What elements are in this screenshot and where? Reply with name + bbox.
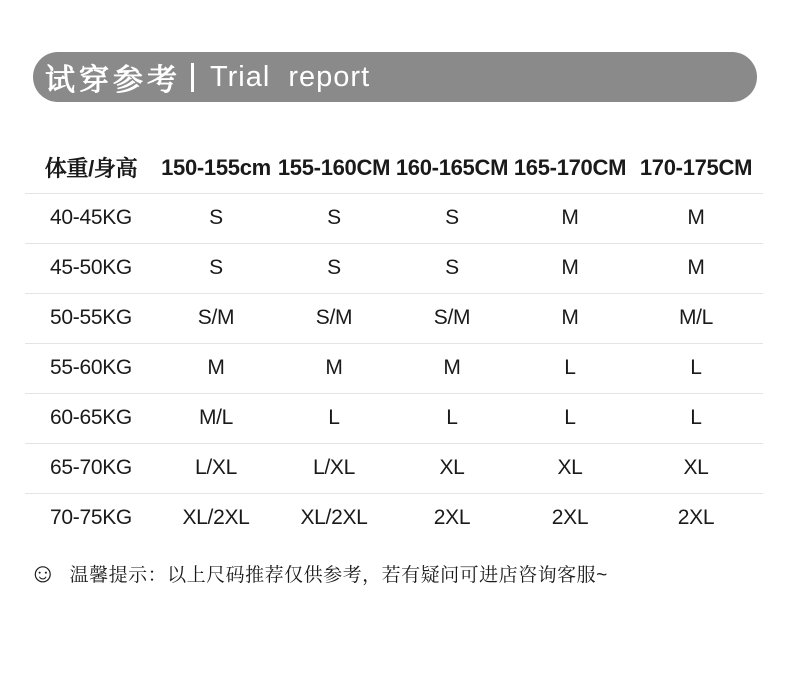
size-cell: M [275,343,393,393]
col-header-height-range: 160-165CM [393,143,511,193]
weight-range-label: 45-50KG [25,243,157,293]
size-chart-header-row [25,143,763,193]
size-cell: S [275,243,393,293]
size-cell: S [393,193,511,243]
size-chart-table [25,143,763,543]
table-row [25,343,763,393]
banner-title-en: Trial report [210,60,371,93]
size-cell: L/XL [275,443,393,493]
size-cell: XL/2XL [182,506,250,530]
size-cell: M [511,243,629,293]
size-cell: XL [393,443,511,493]
smiley-icon: ☺ [29,558,57,588]
weight-range-label: 65-70KG [25,443,157,493]
col-header-height-range: 150-155cm [157,143,275,193]
size-cell: M [393,343,511,393]
size-cell: XL [629,443,763,493]
size-cell: XL/2XL [300,506,368,530]
size-cell: M [629,193,763,243]
size-cell: M [511,193,629,243]
table-row [25,443,763,493]
size-cell: S [157,193,275,243]
size-cell: L [511,343,629,393]
banner-title-cn: 试穿参考 [45,64,181,97]
size-cell: M/L [157,393,275,443]
weight-range-label: 50-55KG [25,293,157,343]
col-header-height-range: 170-175CM [629,143,763,193]
table-row [25,393,763,443]
weight-range-label: 55-60KG [25,343,157,393]
size-cell: XL [511,443,629,493]
size-cell: L/XL [157,443,275,493]
table-row [25,193,763,243]
size-cell: L [629,343,763,393]
size-cell: S/M [157,293,275,343]
size-cell: 2XL [433,506,471,530]
size-cell: S [157,243,275,293]
size-cell: L [511,393,629,443]
size-cell: S [393,243,511,293]
size-cell: L [393,393,511,443]
table-row [25,293,763,343]
size-cell: L [629,393,763,443]
table-row [25,493,763,543]
size-cell: M [511,293,629,343]
col-header-height-range: 165-170CM [511,143,629,193]
size-cell: 2XL [677,506,715,530]
size-cell: M [629,243,763,293]
size-cell: L [275,393,393,443]
col-header-height-range: 155-160CM [275,143,393,193]
size-cell: M/L [629,293,763,343]
weight-range-label: 60-65KG [25,393,157,443]
col-header-weight-height: 体重/身高 [25,143,157,193]
table-row [25,243,763,293]
size-cell: M [157,343,275,393]
size-cell: S/M [393,293,511,343]
trial-report-banner [33,52,757,102]
size-cell: S/M [275,293,393,343]
footer-note-text: 温馨提示：以上尺码推荐仅供参考，若有疑问可进店咨询客服~ [69,565,608,586]
footer-note [29,560,608,587]
banner-divider-icon [191,63,194,92]
size-cell: S [275,193,393,243]
weight-range-label: 40-45KG [25,193,157,243]
size-cell: 2XL [551,506,589,530]
weight-range-label: 70-75KG [50,506,132,530]
